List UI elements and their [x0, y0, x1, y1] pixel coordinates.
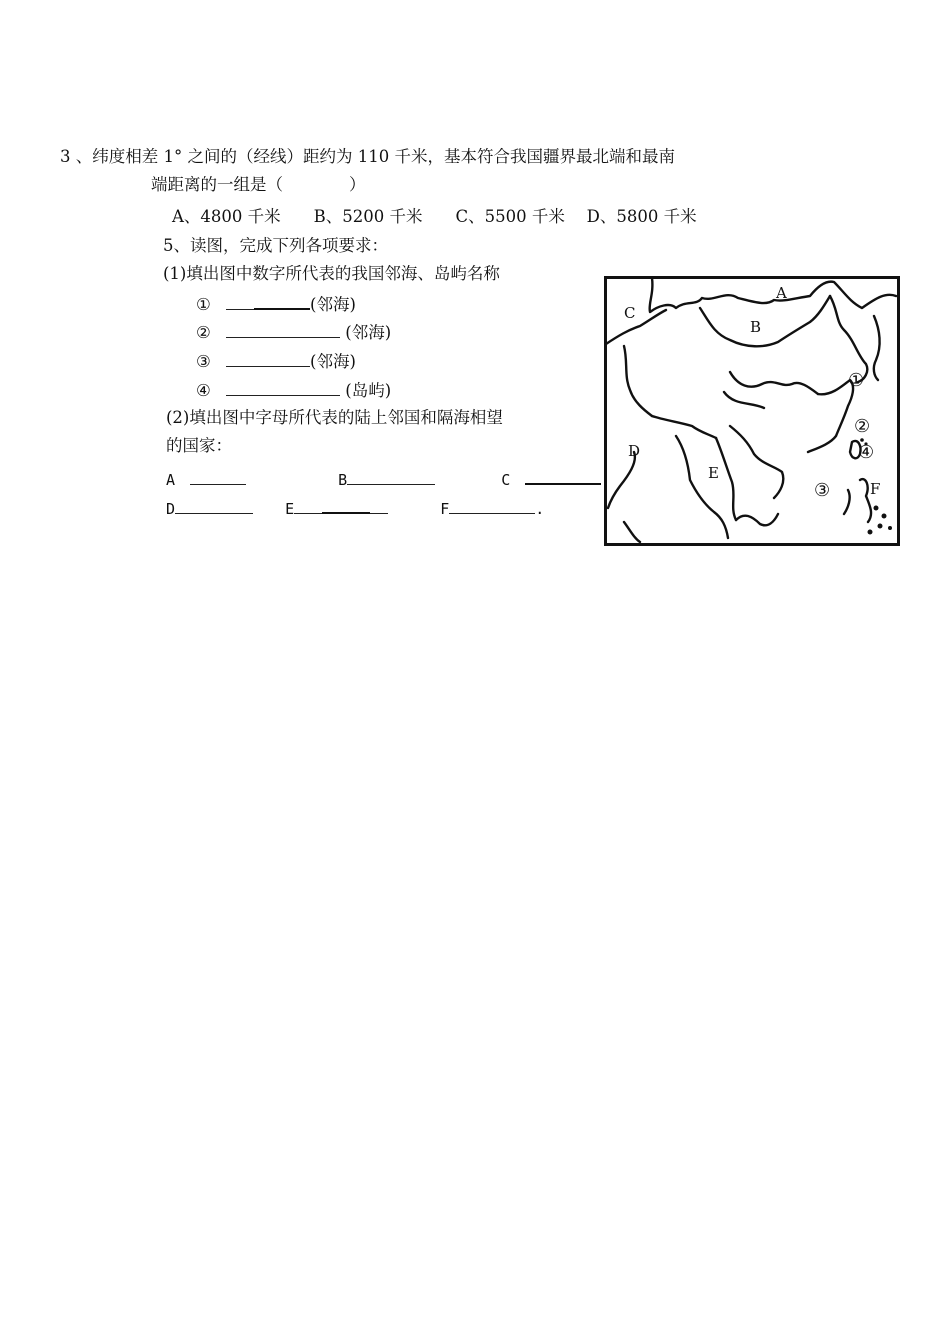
q5-letters-row1 [166, 467, 601, 490]
letter-b: B [338, 471, 348, 489]
china-region-map [604, 276, 900, 546]
map-label-c: C [624, 304, 636, 322]
q5-item-3 [196, 350, 356, 372]
item-number: ③ [196, 352, 211, 371]
q5-letters-row2: D E F . [166, 496, 544, 519]
map-drawing [604, 276, 900, 546]
letter-e: E [285, 500, 295, 518]
map-label-d: D [628, 442, 641, 460]
item-suffix: (邻海) [310, 295, 356, 314]
answer-blank-e[interactable] [294, 497, 322, 514]
q5-item-4 [196, 379, 391, 401]
item-number: ④ [196, 381, 211, 400]
map-label-f: F [870, 480, 881, 498]
answer-blank-f[interactable] [449, 497, 535, 514]
q3-line2: 端距离的一组是（ ） [151, 175, 366, 194]
answer-blank-a[interactable] [190, 468, 246, 485]
answer-blank[interactable] [226, 293, 254, 310]
q5-part1: (1)填出图中数字所代表的我国邻海、岛屿名称 [163, 264, 500, 283]
map-label-a: A [776, 284, 787, 302]
map-number-1: ① [848, 370, 865, 391]
q5-title: 5、读图，完成下列各项要求： [163, 236, 388, 255]
answer-blank[interactable] [226, 321, 340, 338]
q3-line1: 3 、纬度相差 1° 之间的（经线）距约为 110 千米，基本符合我国疆界最北端和最南 [60, 147, 675, 166]
answer-blank[interactable] [226, 350, 310, 367]
q5-part2-line1: (2)填出图中字母所代表的陆上邻国和隔海相望 [166, 408, 503, 427]
letter-f: F [440, 500, 450, 518]
item-number: ① [196, 295, 211, 314]
map-number-4: ④ [858, 442, 875, 463]
item-suffix: (邻海) [345, 323, 392, 342]
answer-blank[interactable] [254, 292, 310, 310]
answer-blank[interactable] [226, 379, 340, 396]
letter-d: D [166, 500, 176, 518]
answer-blank-e3[interactable] [370, 497, 388, 514]
q5-item-2 [196, 321, 391, 343]
letter-a: A [166, 471, 176, 489]
letter-c: C [501, 471, 511, 489]
map-number-2: ② [854, 416, 871, 437]
answer-blank-b[interactable] [347, 468, 435, 485]
answer-blank-e2[interactable] [322, 496, 370, 514]
item-number: ② [196, 323, 211, 342]
item-suffix: (邻海) [310, 352, 356, 371]
q5-item-1 [196, 292, 356, 315]
map-label-b: B [750, 318, 762, 336]
map-label-e: E [708, 464, 719, 482]
answer-blank-c[interactable] [525, 467, 601, 485]
q5-part2-line2: 的国家： [166, 436, 232, 455]
item-suffix: (岛屿) [345, 381, 392, 400]
answer-blank-d[interactable] [175, 497, 253, 514]
q3-options: A、4800 千米 B、5200 千米 C、5500 千米 D、5800 千米 [172, 207, 697, 226]
map-number-3: ③ [814, 480, 831, 501]
